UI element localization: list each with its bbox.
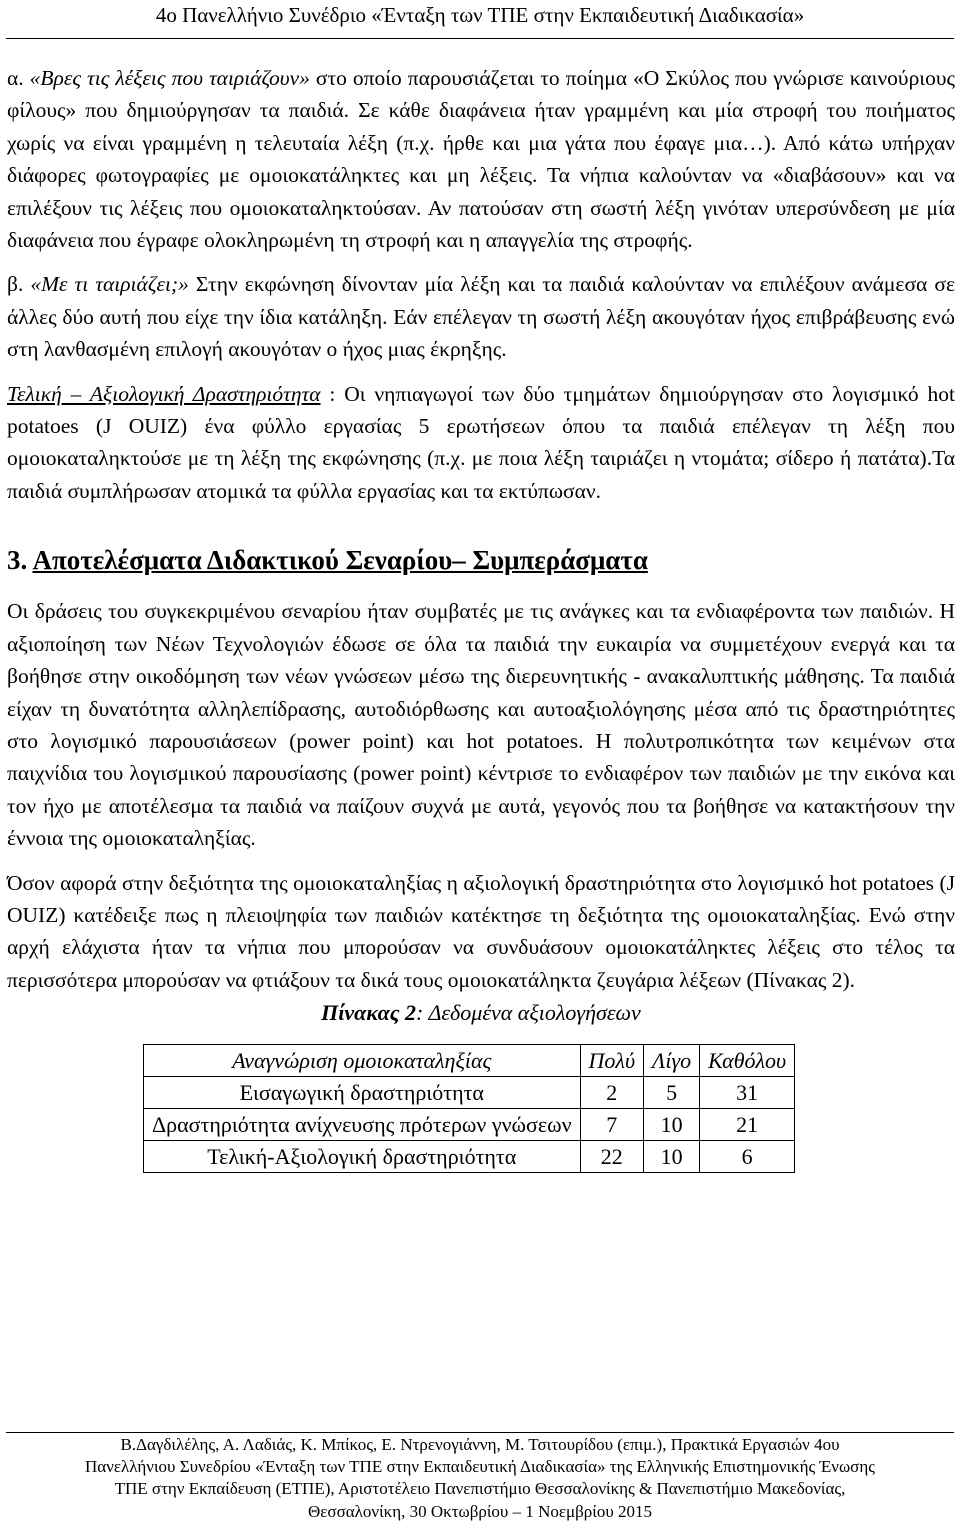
table-header-row <box>144 1045 795 1077</box>
table-cell: 7 <box>580 1109 644 1141</box>
paragraph-final-activity <box>7 378 955 508</box>
table-row <box>144 1109 795 1141</box>
footer-line: Πανελλήνιου Συνεδρίου «Ένταξη των ΤΠΕ στην Εκπαιδευτική Διαδικασία» της Ελληνικής Επιστημονικής Ένωσης <box>85 1457 875 1477</box>
table-row <box>144 1077 795 1109</box>
footer-line: Β.Δαγδιλέλης, Α. Λαδιάς, Κ. Μπίκος, Ε. Ντρενογιάννη, Μ. Τσιτουρίδου (επιμ.), Πρακτικά Εργασιών 4ου <box>120 1435 840 1454</box>
paragraph-skill: Όσον αφορά στην δεξιότητα της ομοιοκαταληξίας η αξιολογική δραστηριότητα στο λογισμικό hot potatoes (J OUIZ) κατέδειξε πως η πλειοψηφία των παιδιών κατέκτησε τη δεξιότητα της ομοιοκαταληξίας. Ενώ στην αρχή ελάχιστα ήταν τα νήπια που μπορούσαν να συνδυάσουν ομοιοκατάληκτες λέξεις στο τέλος τα περισσότερα μπορούσαν να φτιάξουν τα δικά τους ομοιοκατάληκτα ζευγάρια λέξεων (Πίνακας 2). <box>7 870 955 992</box>
table-cell: 22 <box>580 1141 644 1173</box>
table-header-cell: Πολύ <box>580 1045 644 1077</box>
item-prefix-b: β. <box>7 272 31 297</box>
activity-a-title: «Βρες τις λέξεις που ταιριάζουν» <box>29 66 310 90</box>
final-activity-label: Τελική – Αξιολογική Δραστηριότητα <box>7 381 321 406</box>
table-cell: 21 <box>700 1109 795 1141</box>
activity-b-text: Στην εκφώνηση δίνονταν μία λέξη και τα παιδιά καλούνταν να επιλέξουν ανάμεσα σε άλλες δύο αυτή που είχε την ίδια κατάληξη. Εάν επέλεγαν τη σωστή λέξη ακουγόταν ήχος επιβράβευσης ενώ στη λανθασμένη επιλογή ακουγόταν ο ήχος μιας έκρηξης. <box>7 272 955 362</box>
section-heading <box>7 543 955 577</box>
table-cell: 10 <box>644 1141 700 1173</box>
item-prefix-a: α. <box>7 66 30 90</box>
table-cell: 31 <box>700 1077 795 1109</box>
activity-b-title: «Με τι ταιριάζει;» <box>30 272 189 297</box>
paragraph-results: Οι δράσεις του συγκεκριμένου σεναρίου ήταν συμβατές με τις ανάγκες και τα ενδιαφέροντα των παιδιών. Η αξιοποίηση των Νέων Τεχνολογιών έδωσε σε όλα τα παιδιά την ευκαιρία να συμμετέχουν ενεργά και τα βοήθησε στην οικοδόμηση των νέων γνώσεων μέσω της διερευνητικής - ανακαλυπτικής μάθησης. Τα παιδιά είχαν τη δυνατότητα αλληλεπίδρασης, αυτοδιόρθωσης και αυτοαξιολόγησης μέσα από τις δραστηριότητες στο λογισμικό παρουσιάσεων (power point) και hot potatoes. Η πολυτροπικότητα των κειμένων στα παιχνίδια του λογισμικού παρουσίασης (power point) κέντρισε το ενδιαφέρον των παιδιών με την εικόνα και τον ήχο με αποτέλεσμα τα παιδιά να παίζουν συχνά με αυτά, γεγονός που τα βοήθησε να κατακτήσουν την έννοια της ομοιοκαταληξίας. <box>7 599 955 851</box>
table-cell: 10 <box>644 1109 700 1141</box>
running-header: 4ο Πανελλήνιο Συνέδριο «Ένταξη των ΤΠΕ στην Εκπαιδευτική Διαδικασία» <box>155 3 805 27</box>
final-activity-text: : Οι νηπιαγωγοί των δύο τμημάτων δημιούργησαν στο λογισμικό hot potatoes (J OUIZ) ένα φύλλο εργασίας 5 ερωτήσεων όπου τα παιδιά επέλεγαν τη λέξη που ομοιοκαταληκτούσε με τη λέξη της εκφώνησης (π.χ. με ποια λέξη ταιριάζει η ντομάτα; σίδερο ή πατάτα).Τα παιδιά συμπλήρωσαν ατομικά τα φύλλα εργασίας και τα εκτύπωσαν. <box>7 381 955 503</box>
table-cell: Δραστηριότητα ανίχνευσης πρότερων γνώσεων <box>144 1109 581 1141</box>
table-header-cell: Λίγο <box>644 1045 700 1077</box>
table-row <box>144 1141 795 1173</box>
section-title: Αποτελέσματα Διδακτικού Σεναρίου– Συμπεράσματα <box>32 545 648 576</box>
activity-a-text: στο οποίο παρουσιάζεται το ποίημα «Ο Σκύλος που γνώρισε καινούριους φίλους» που δημιούργησαν τα παιδιά. Σε κάθε διαφάνεια ήταν γραμμένη και μία στροφή του ποιήματος χωρίς να είναι γραμμένη η τελευταία λέξη (π.χ. ήρθε και μια γάτα που έφαγε μια…). Από κάτω υπήρχαν διάφορες φωτογραφίες με ομοιοκατάληκτες και μη λέξεις. Τα νήπια καλούνταν να «διαβάσουν» και να επιλέξουν τις λέξεις που ομοιοκαταληκτούσαν. Αν πατούσαν στη σωστή λέξη γινόταν υπερσύνδεση με μία διαφάνεια που έγραφε ολοκληρωμένη τη στροφή και η απαγγελία της στροφής. <box>7 66 955 253</box>
table-cell: Εισαγωγική δραστηριότητα <box>144 1077 581 1109</box>
running-footer <box>0 1434 960 1523</box>
evaluation-table <box>143 1044 795 1173</box>
table-caption-label: Πίνακας 2 <box>321 1000 417 1026</box>
table-cell: 6 <box>700 1141 795 1173</box>
table-caption-text: : Δεδομένα αξιολογήσεων <box>416 1000 641 1026</box>
footer-rule <box>6 1432 954 1433</box>
table-header-cell: Αναγνώριση ομοιοκαταληξίας <box>144 1045 581 1077</box>
table-cell: 2 <box>580 1077 644 1109</box>
header-rule <box>6 38 954 39</box>
page-body <box>7 62 955 1173</box>
table-cell: Τελική-Αξιολογική δραστηριότητα <box>144 1141 581 1173</box>
footer-line: Θεσσαλονίκη, 30 Οκτωβρίου – 1 Νοεμβρίου 2015 <box>307 1501 652 1521</box>
table-header-cell: Καθόλου <box>700 1045 795 1077</box>
footer-line: ΤΠΕ στην Εκπαίδευση (ΕΤΠΕ), Αριστοτέλειο Πανεπιστήμιο Θεσσαλονίκης & Πανεπιστήμιο Μακεδονίας, <box>114 1479 846 1499</box>
table-caption <box>7 996 955 1030</box>
paragraph-activity-a <box>7 62 955 256</box>
paragraph-activity-b <box>7 268 955 365</box>
table-cell: 5 <box>644 1077 700 1109</box>
section-number: 3. <box>7 545 33 576</box>
